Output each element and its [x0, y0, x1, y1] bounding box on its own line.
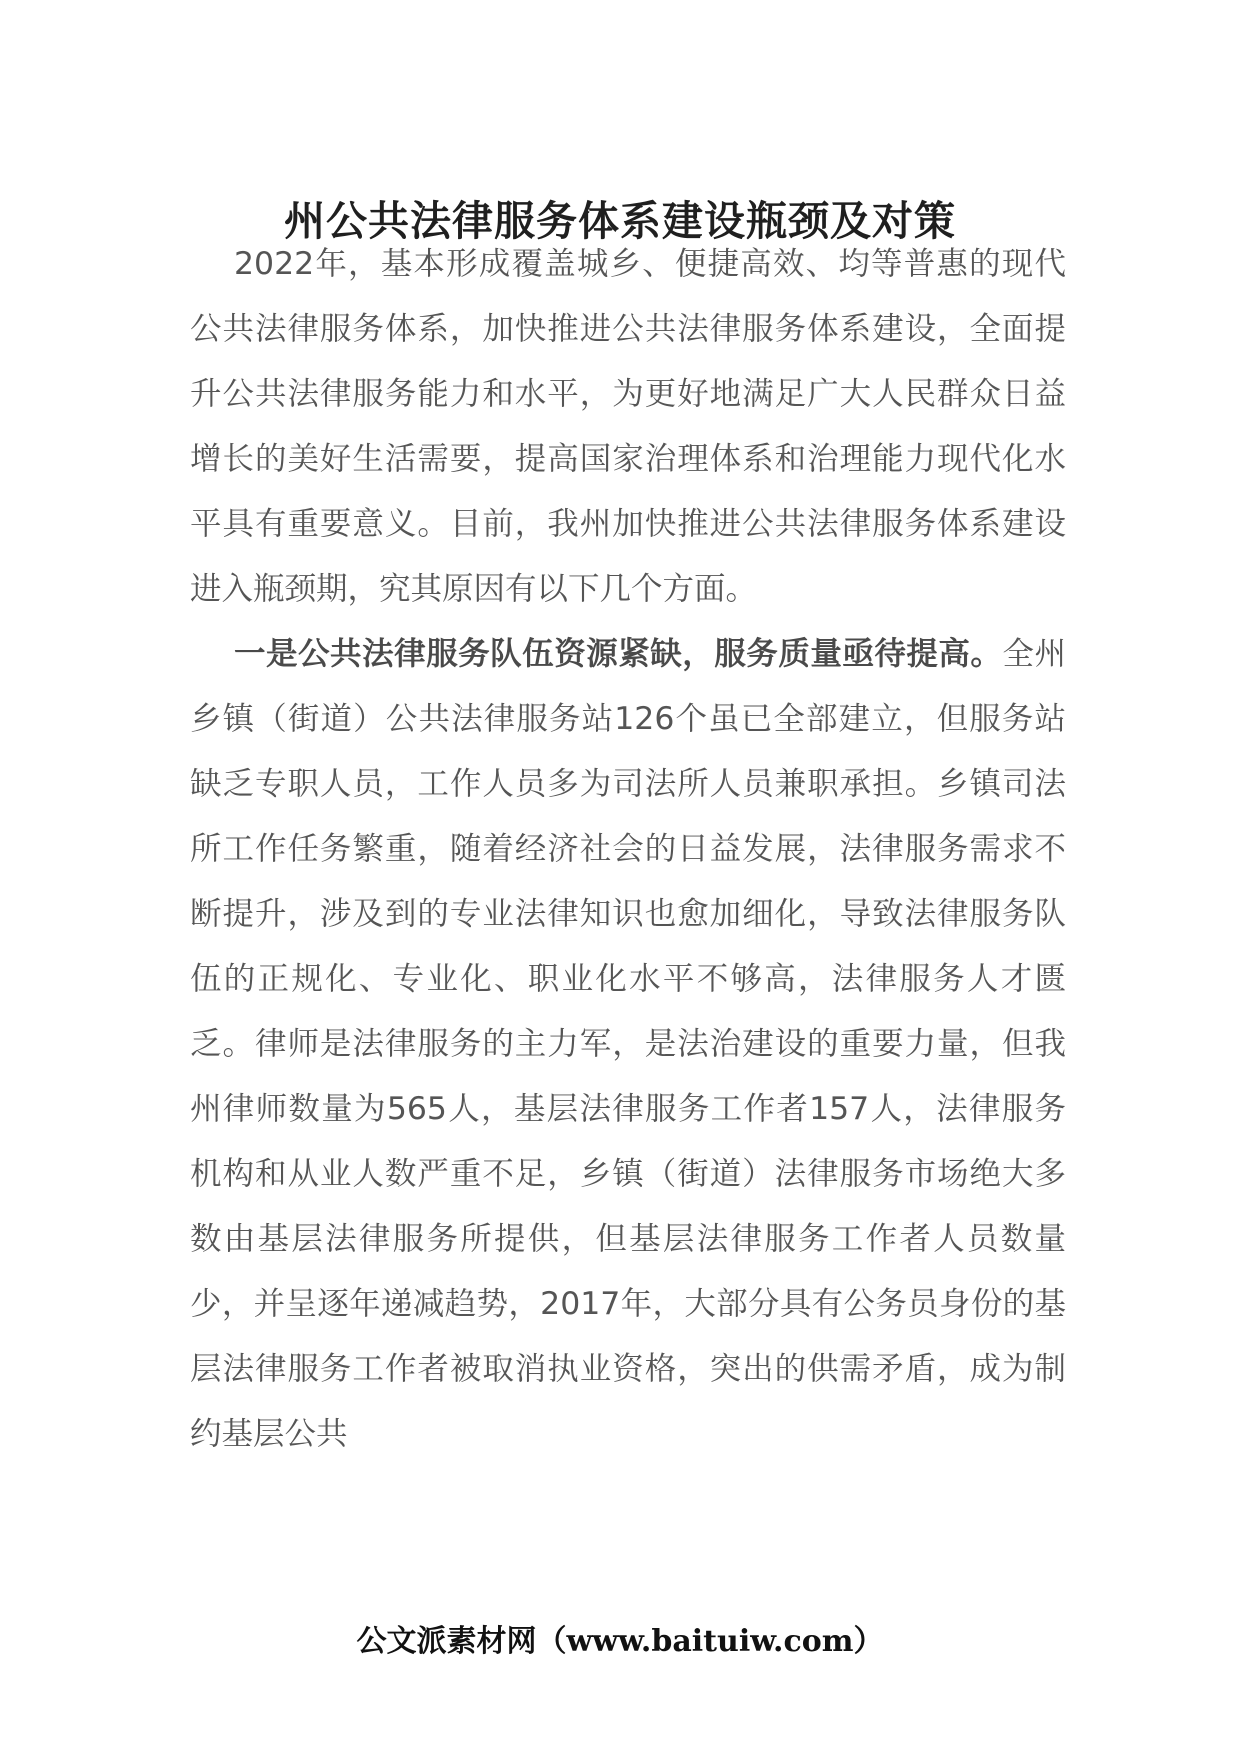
paragraph-lead: 一是公共法律服务队伍资源紧缺，服务质量亟待提高。	[234, 636, 1003, 672]
footer-watermark: 公文派素材网（www.baituiw.com）	[356, 1624, 884, 1659]
document-body	[190, 232, 1066, 1467]
paragraph-point-one	[190, 622, 1066, 1467]
paragraph-intro	[190, 232, 1066, 622]
paragraph-text: 全州乡镇（街道）公共法律服务站126个虽已全部建立，但服务站缺乏专职人员，工作人员多为司法所人员兼职承担。乡镇司法所工作任务繁重，随着经济社会的日益发展，法律服务需求不断提升，涉及到的专业法律知识也愈加细化，导致法律服务队伍的正规化、专业化、职业化水平不够高，法律服务人才匮乏。律师是法律服务的主力军，是法治建设的重要力量，但我州律师数量为565人，基层法律服务工作者157人，法律服务机构和从业人数严重不足，乡镇（街道）法律服务市场绝大多数由基层法律服务所提供，但基层法律服务工作者人员数量少，并呈逐年递减趋势，2017年，大部分具有公务员身份的基层法律服务工作者被取消执业资格，突出的供需矛盾，成为制约基层公共	[190, 636, 1066, 1452]
paragraph-text: 2022年，基本形成覆盖城乡、便捷高效、均等普惠的现代公共法律服务体系，加快推进公共法律服务体系建设，全面提升公共法律服务能力和水平，为更好地满足广大人民群众日益增长的美好生活需要，提高国家治理体系和治理能力现代化水平具有重要意义。目前，我州加快推进公共法律服务体系建设进入瓶颈期，究其原因有以下几个方面。	[190, 246, 1066, 607]
document-title: 州公共法律服务体系建设瓶颈及对策	[284, 197, 956, 246]
